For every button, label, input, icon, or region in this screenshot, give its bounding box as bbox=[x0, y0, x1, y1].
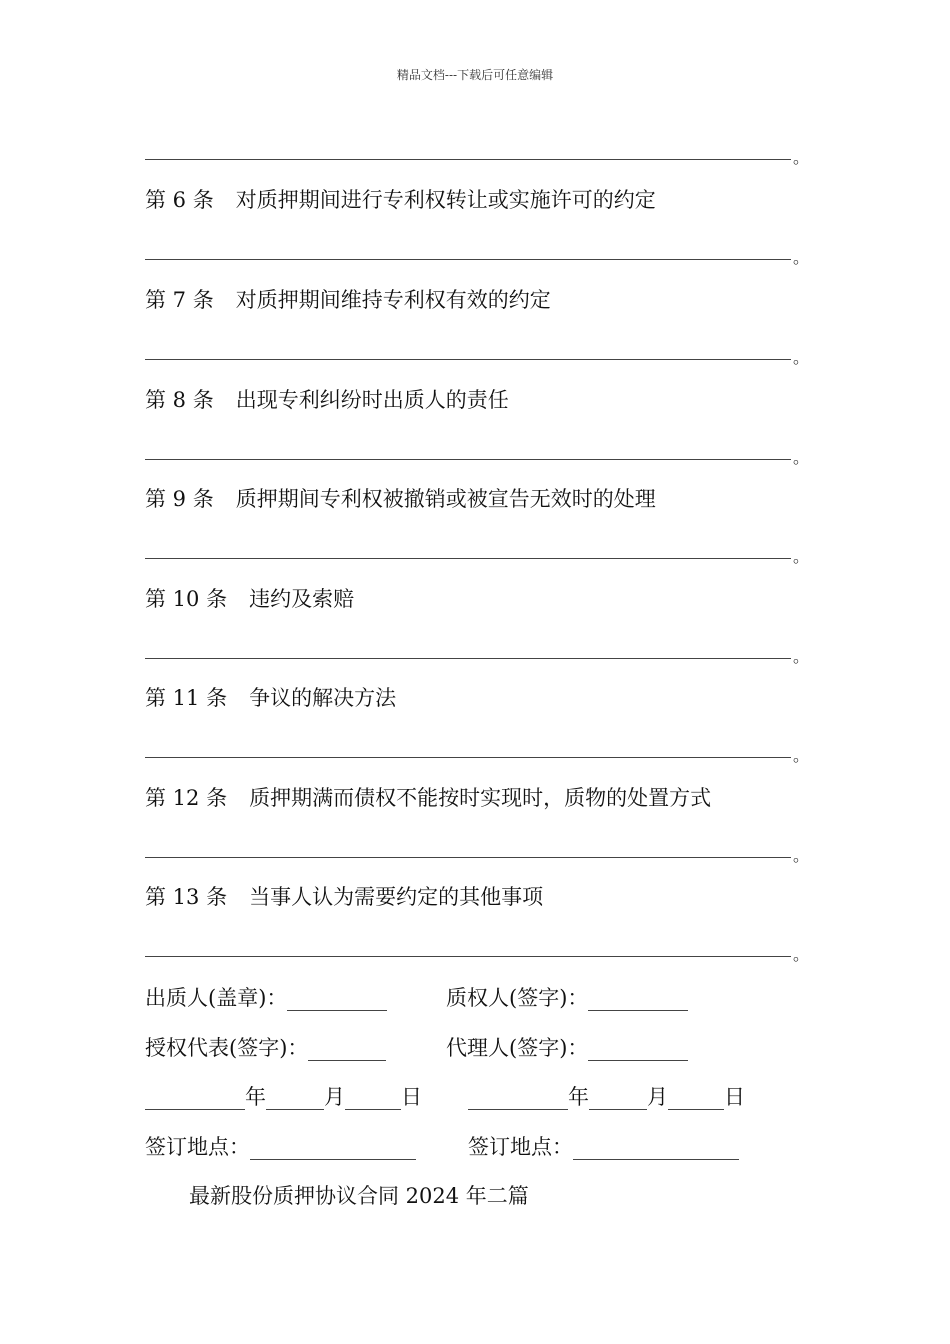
clause-title: 对质押期间维持专利权有效的约定 bbox=[235, 288, 551, 312]
year-label: 年 bbox=[568, 1085, 589, 1109]
clause-number: 第 13 条 bbox=[145, 885, 228, 909]
place-label: 签订地点： bbox=[468, 1135, 573, 1159]
period-mark: 。 bbox=[793, 348, 810, 367]
clause-title: 争议的解决方法 bbox=[249, 686, 397, 710]
clause-8 bbox=[145, 387, 509, 413]
clause-title: 质押期满而债权不能按时实现时，质物的处置方式 bbox=[249, 786, 712, 810]
fill-in-line[interactable] bbox=[145, 459, 791, 460]
period-mark: 。 bbox=[793, 248, 810, 267]
day-field[interactable] bbox=[668, 1089, 724, 1110]
clause-number: 第 12 条 bbox=[145, 786, 228, 810]
month-label: 月 bbox=[324, 1085, 345, 1109]
clause-13 bbox=[145, 884, 543, 910]
next-document-title: 最新股份质押协议合同 2024 年二篇 bbox=[189, 1184, 529, 1208]
fill-in-line[interactable] bbox=[145, 757, 791, 758]
period-mark: 。 bbox=[793, 448, 810, 467]
agent-label: 代理人(签字)： bbox=[446, 1036, 589, 1060]
clause-11 bbox=[145, 685, 396, 711]
place-field[interactable] bbox=[573, 1139, 739, 1160]
page-header: 精品文档---下载后可任意编辑 bbox=[396, 68, 554, 82]
year-field[interactable] bbox=[468, 1089, 568, 1110]
pledgee-signing-place bbox=[468, 1134, 739, 1160]
clause-6 bbox=[145, 187, 656, 213]
clause-7 bbox=[145, 287, 551, 313]
pledgor-date bbox=[145, 1084, 422, 1110]
clause-title: 违约及索赔 bbox=[249, 587, 355, 611]
authorized-rep-label: 授权代表(签字)： bbox=[145, 1036, 309, 1060]
month-field[interactable] bbox=[266, 1089, 324, 1110]
pledgor-signing-place bbox=[145, 1134, 416, 1160]
fill-in-line[interactable] bbox=[145, 259, 791, 260]
pledgee-date bbox=[468, 1084, 745, 1110]
clause-number: 第 9 条 bbox=[145, 487, 214, 511]
agent-signature bbox=[446, 1035, 688, 1061]
fill-in-line[interactable] bbox=[145, 359, 791, 360]
place-field[interactable] bbox=[250, 1139, 416, 1160]
clause-number: 第 11 条 bbox=[145, 686, 228, 710]
clause-title: 当事人认为需要约定的其他事项 bbox=[249, 885, 544, 909]
day-field[interactable] bbox=[345, 1089, 401, 1110]
pledgee-signature bbox=[446, 985, 688, 1011]
fill-in-line[interactable] bbox=[145, 658, 791, 659]
pledgee-signature-field[interactable] bbox=[588, 990, 688, 1011]
clause-12 bbox=[145, 785, 711, 811]
pledgor-seal-field[interactable] bbox=[287, 990, 387, 1011]
pledgor-label: 出质人(盖章)： bbox=[145, 986, 288, 1010]
fill-in-line[interactable] bbox=[145, 558, 791, 559]
clause-title: 出现专利纠纷时出质人的责任 bbox=[235, 388, 509, 412]
fill-in-line[interactable] bbox=[145, 159, 791, 160]
clause-title: 质押期间专利权被撤销或被宣告无效时的处理 bbox=[235, 487, 656, 511]
clause-9 bbox=[145, 486, 656, 512]
clause-number: 第 6 条 bbox=[145, 188, 214, 212]
agent-signature-field[interactable] bbox=[588, 1040, 688, 1061]
place-label: 签订地点： bbox=[145, 1135, 250, 1159]
month-field[interactable] bbox=[589, 1089, 647, 1110]
clause-title: 对质押期间进行专利权转让或实施许可的约定 bbox=[235, 188, 656, 212]
month-label: 月 bbox=[647, 1085, 668, 1109]
clause-number: 第 7 条 bbox=[145, 288, 214, 312]
clause-number: 第 10 条 bbox=[145, 587, 228, 611]
day-label: 日 bbox=[724, 1085, 745, 1109]
period-mark: 。 bbox=[793, 746, 810, 765]
clause-10 bbox=[145, 586, 354, 612]
pledgor-signature bbox=[145, 985, 387, 1011]
authorized-rep-field[interactable] bbox=[308, 1040, 386, 1061]
day-label: 日 bbox=[401, 1085, 422, 1109]
pledgee-label: 质权人(签字)： bbox=[446, 986, 589, 1010]
fill-in-line[interactable] bbox=[145, 956, 791, 957]
period-mark: 。 bbox=[793, 647, 810, 666]
period-mark: 。 bbox=[793, 945, 810, 964]
period-mark: 。 bbox=[793, 846, 810, 865]
authorized-rep-signature bbox=[145, 1035, 386, 1061]
year-label: 年 bbox=[245, 1085, 266, 1109]
fill-in-line[interactable] bbox=[145, 857, 791, 858]
period-mark: 。 bbox=[793, 547, 810, 566]
period-mark: 。 bbox=[793, 148, 810, 167]
year-field[interactable] bbox=[145, 1089, 245, 1110]
clause-number: 第 8 条 bbox=[145, 388, 214, 412]
